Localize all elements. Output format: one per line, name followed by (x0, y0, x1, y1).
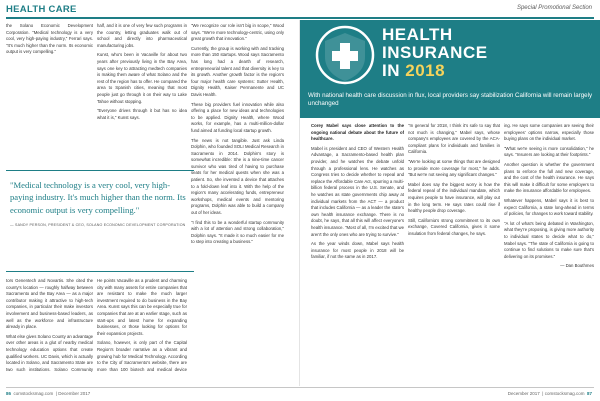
headline-line-1: HEALTH (382, 25, 453, 44)
paragraph: Solano, however, is only part of the Capital Region's broader narrative as a vibrant and growing hub for Medical Technology. According to the City of Sacramento's website, there are more than 100 biotech and medical device (97, 340, 187, 372)
header-rule (6, 17, 594, 19)
article-column-1-bottom (6, 278, 93, 373)
paragraph: "Everyone drives through it but has no idea what it is," Kunst says. (97, 108, 187, 120)
footer-rule (6, 387, 594, 388)
article-column-4 (311, 123, 404, 373)
medical-cross-shield-icon (310, 24, 380, 86)
lead-paragraph: Corey Mabel says close attention to the ongoing national debate about the future of healthcare. (311, 123, 404, 142)
paragraph: half, and it is one of very few such programs in the country, letting graduates walk out of school and directly into pharmaceutical manufacturing jobs. (97, 23, 187, 48)
paragraph: the Solano Economic Development Corporation. "Medical technology is a very cool, very high-paying industry," Ferrari says. "It's much higher than the norm. Its economic output is very compelling." (6, 23, 93, 55)
folio-left: 86 comstocksmag.com | December 2017 (6, 391, 91, 396)
paragraph: Currently, the group is working with and tracking more than 150 startups. Wood says Sacramento has long had a dearth of research, entrepreneurial talent and that diversity is key to its growth. Another growth factor is the region's four major health care systems: Sutter Health, Dignity Health, Kaiser Permanente and UC Davis Health. (191, 45, 284, 97)
paragraph: The news is not tangible. Just ask Linda Dolphin, who founded SOLI Medical Research in Sacramento in 2014. Dolphin's story is somewhat incredible: She is a nine-time cancer survivor who was tired of having to purchase seats for her medical quests when she was a patient. So, she invented a device that attaches to a fold-down leaf into it. With the help of the region's many accelerating funds, entrepreneur workshops, medical events and mentoring programs, Dolphin was able to build a company out of her ideas. (191, 137, 284, 216)
article-column-2-bottom (97, 278, 187, 373)
paragraph: Still, California's strong commitment to its own exchange, Covered California, gives it some insulation from federal changes, he says. (408, 217, 500, 236)
paragraph: "We're looking at some things that are designed to provide more coverage for most," he adds. "But we're not seeing any significant changes." (408, 158, 500, 178)
paragraph: Mabel is president and CEO of Western Health Advantage, a Sacramento-based health plan provider, and he watches the debate unfold through a professional lens. He watches as Congress tries to decide whether to repeal and replace the Affordable Care Act, spurring a multi-billion federal process in the U.S. Senate, and he watches as state governments chip away at individual markets from the ACT — a product that includes California — as a leader the state's own health insurance exchange. There is no doubt, he says, that all this will affect everyone's health insurance. "Most of all, I'm excited that we aren't the only ones who are trying to survive." (311, 145, 404, 237)
paragraph: What else gives Solano County an advantage over other areas is a glut of nearby medical technology education options that create qualified workers. UC Davis, which is actually located in Solano, and Sacramento State are two such institutions. Solano Community (6, 333, 93, 372)
paragraph: Mabel does say the biggest worry is how the federal repeal of the individual mandate, which requires people to have insurance, will play out in the long term. He says rates could rise if healthy people drop coverage. (408, 181, 500, 214)
pull-quote-text: "Medical technology is a very cool, very high-paying industry. It's much higher than the norm. Its economic output is very compelling." (10, 180, 186, 215)
pull-quote-attribution: — SANDY PERSON, PRESIDENT & CEO, SOLANO ECONOMIC DEVELOPMENT CORPORATION (10, 223, 186, 228)
paragraph: "I find this to be a wonderful startup community with a lot of attention and strong collaboration," Dolphin says. "It made it so much easier for me to step into creating a business." (191, 219, 284, 245)
paragraph: Whatever happens, Mabel says it is best to expect California, a state long-ahead in terms of policies, for changes to work toward stability. (504, 197, 594, 217)
paragraph: ing. He says some companies are seeing their employees' options narrow, especially those buying plans on the individual market. (504, 123, 594, 142)
page-number-right: 87 (586, 391, 592, 396)
paragraph: "What we're seeing is more consolidation," he says. "Insurers are looking at their footprints." (504, 145, 594, 158)
paragraph: "In general for 2018, I think it's safe to say that not much is changing," Mabel says, whose company's employees are covered by the ACA-compliant plans for individuals and families in California. (408, 123, 500, 155)
paragraph: "A lot of what's being debated in Washington, what they're proposing, is giving more authority to individual states to decide what to do," Mabel says. "The state of California is going to continue to find solutions to make sure that's delivering on its promises." (504, 220, 594, 259)
paragraph: As the year winds down, Mabel says health insurance for most people in 2018 will be familiar, if not the same as in 2017. (311, 241, 404, 260)
author-signoff: — Dan Bouthmes (560, 263, 594, 269)
headline-line-2: INSURANCE (382, 43, 488, 62)
paragraph: "We recognize our role isn't big in scope," Wood says. "We're more technology-centric, using only great growth that innovation." (191, 23, 284, 42)
date-left: December 2017 (58, 391, 91, 396)
site-left: comstocksmag.com (13, 391, 54, 396)
site-right: comstocksmag.com (544, 391, 585, 396)
article-hero-banner (300, 20, 600, 118)
page-number-left: 86 (6, 391, 12, 396)
article-deck: With national health care discussion in flux, local providers say stabilization California will remain largely unchanged (308, 92, 593, 107)
date-right: December 2017 (507, 391, 540, 396)
headline-in: IN (382, 61, 400, 80)
article-column-2 (97, 23, 187, 168)
paragraph: These big providers fuel innovation while also offering a place for new ideas and technologies to be applied. Dignity Health, where Wood works, for example, has a multi-million-dollar fund aimed at funding local startup growth. (191, 101, 284, 133)
promo-label: Special Promotional Section (516, 5, 592, 11)
paragraph: He points Vacaville as a prudent and charming city with many assets for entire companies that are resistant to make the much larger investment required to do business in the Bay Area. Kunst says this can be especially true for companies that are at an earlier stage, such as start-ups and latest home for expanding businesses, or those looking for options for their expansion projects. (97, 278, 187, 336)
section-label: HEALTH CARE (6, 4, 77, 15)
article-column-6 (504, 123, 594, 373)
page-footer (0, 387, 600, 401)
page-header (0, 0, 600, 20)
paragraph: Kunst, who's been in Vacaville for about two years after previously living in the Bay Area, says one key to attracting medtech companies is making them aware of what Solano and the rest of the region has to offer. He compared the area to Spanish cities, meaning that most people just go through it on their way to Lake Tahoe without stopping. (97, 52, 187, 104)
pull-quote (6, 170, 194, 272)
article-column-3 (191, 23, 284, 368)
paragraph: Another question is whether the government plans to enforce the full and new coverage, and the cost of the health insurance. He says this will make it difficult for some employers to make the insurance affordable for employees. (504, 161, 594, 194)
folio-right: December 2017 | comstocksmag.com 87 (507, 391, 592, 396)
headline-line-3 (382, 62, 592, 80)
headline-year: 2018 (405, 61, 446, 80)
article-headline (382, 26, 592, 80)
paragraph: tors Genentech and Novartis. She cited the county's location — roughly halfway between Sacramento and the Bay Area — as a major contributor making it attractive to high-tech companies, in particular their make investors involvement and business-based leaders, as well as the workforce and infrastructure already in place. (6, 278, 93, 330)
article-column-5 (408, 123, 500, 373)
